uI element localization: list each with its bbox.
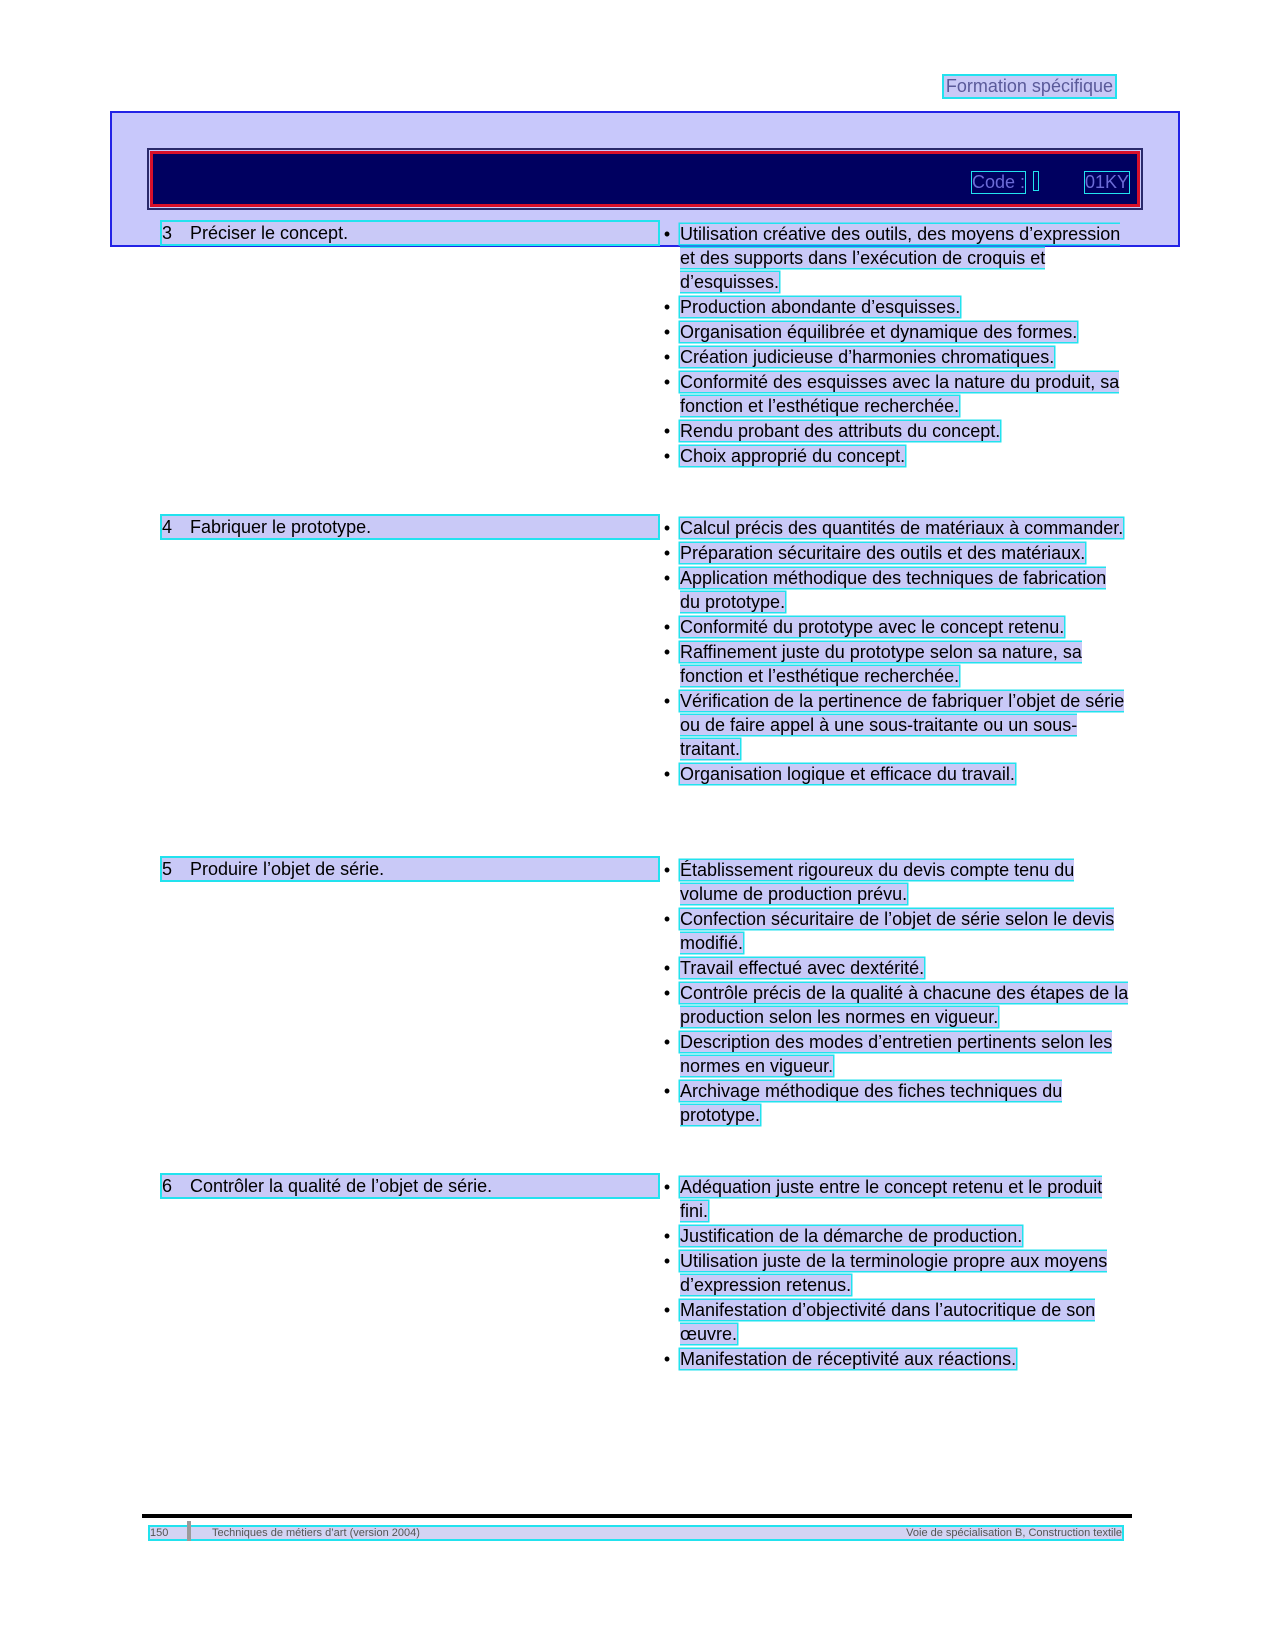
criterion-item: • Travail effectué avec dextérité. [660, 956, 1130, 980]
bullet-icon: • [663, 958, 671, 978]
criterion-item: • Production abondante d’esquisses. [660, 295, 1130, 319]
bullet-icon: • [663, 1349, 671, 1369]
footer-rule [142, 1514, 1132, 1518]
criterion-item: • Confection sécuritaire de l’objet de série selon le devis modifié. [660, 907, 1130, 955]
criterion-item: • Contrôle précis de la qualité à chacune des étapes de la production selon les normes en vigueur. [660, 981, 1130, 1029]
criterion-item: • Choix approprié du concept. [660, 444, 1130, 468]
footer-document-title: Techniques de métiers d’art (version 2004) [212, 1527, 420, 1539]
criterion-item: • Conformité des esquisses avec la nature du produit, sa fonction et l’esthétique recherchée. [660, 370, 1130, 418]
element-label: Produire l’objet de série. [190, 859, 385, 879]
criterion-item: • Création judicieuse d’harmonies chromatiques. [660, 345, 1130, 369]
section-header: Formation spécifique [945, 76, 1113, 96]
criterion-item: • Justification de la démarche de production. [660, 1224, 1130, 1248]
footer-divider [187, 1521, 191, 1541]
bullet-icon: • [663, 297, 671, 317]
bullet-icon: • [663, 642, 671, 662]
criterion-item: • Organisation logique et efficace du travail. [660, 762, 1130, 786]
element-number: 6 [162, 1176, 173, 1196]
criterion-item: • Organisation équilibrée et dynamique des formes. [660, 320, 1130, 344]
bullet-icon: • [663, 1300, 671, 1320]
criteria-list [660, 1175, 1130, 1372]
bullet-icon: • [663, 421, 671, 441]
criteria-list [660, 858, 1130, 1128]
footer-specialization: Voie de spécialisation B, Construction textile [906, 1527, 1122, 1539]
element-label: Contrôler la qualité de l’objet de série. [190, 1176, 493, 1196]
code-label: Code : [971, 172, 1025, 192]
bullet-icon: • [663, 543, 671, 563]
bullet-icon: • [663, 1081, 671, 1101]
criterion-item: • Raffinement juste du prototype selon sa nature, sa fonction et l’esthétique recherchée. [660, 640, 1130, 688]
criterion-item: • Description des modes d’entretien pertinents selon les normes en vigueur. [660, 1030, 1130, 1078]
criterion-item: • Application méthodique des techniques de fabrication du prototype. [660, 566, 1130, 614]
criterion-item: • Vérification de la pertinence de fabriquer l’objet de série ou de faire appel à une sous-traitante ou un sous-traitant. [660, 689, 1130, 761]
bullet-icon: • [663, 909, 671, 929]
bullet-icon: • [663, 1032, 671, 1052]
criterion-item: • Calcul précis des quantités de matériaux à commander. [660, 516, 1130, 540]
criterion-item: • Établissement rigoureux du devis compte tenu du volume de production prévu. [660, 858, 1130, 906]
criterion-item: • Archivage méthodique des fiches techniques du prototype. [660, 1079, 1130, 1127]
bullet-icon: • [663, 224, 671, 244]
element-title [162, 516, 658, 538]
criteria-list [660, 222, 1130, 469]
bullet-icon: • [663, 322, 671, 342]
bullet-icon: • [663, 764, 671, 784]
bullet-icon: • [663, 446, 671, 466]
code-value: 01KY [1084, 172, 1129, 192]
bullet-icon: • [663, 983, 671, 1003]
criterion-item: • Utilisation juste de la terminologie propre aux moyens d’expression retenus. [660, 1249, 1130, 1297]
bullet-icon: • [663, 347, 671, 367]
criterion-item: • Rendu probant des attributs du concept. [660, 419, 1130, 443]
bullet-icon: • [663, 691, 671, 711]
page-footer [150, 1527, 1122, 1539]
element-label: Préciser le concept. [190, 223, 349, 243]
criterion-item: • Manifestation de réceptivité aux réactions. [660, 1347, 1130, 1371]
code-separator [1034, 172, 1038, 190]
element-number: 3 [162, 223, 173, 243]
bullet-icon: • [663, 1177, 671, 1197]
criterion-item: • Utilisation créative des outils, des moyens d’expression et des supports dans l’exécution de croquis et d’esquisses. [660, 222, 1130, 294]
criteria-list [660, 516, 1130, 787]
element-label: Fabriquer le prototype. [190, 517, 372, 537]
bullet-icon: • [663, 372, 671, 392]
criterion-item: • Adéquation juste entre le concept retenu et le produit fini. [660, 1175, 1130, 1223]
criterion-item: • Conformité du prototype avec le concept retenu. [660, 615, 1130, 639]
bullet-icon: • [663, 617, 671, 637]
bullet-icon: • [663, 1226, 671, 1246]
criterion-item: • Manifestation d’objectivité dans l’autocritique de son œuvre. [660, 1298, 1130, 1346]
bullet-icon: • [663, 518, 671, 538]
page-number: 150 [150, 1527, 169, 1539]
element-number: 4 [162, 517, 173, 537]
criterion-item: • Préparation sécuritaire des outils et des matériaux. [660, 541, 1130, 565]
element-title [162, 1175, 658, 1197]
element-title [162, 858, 658, 880]
element-title [162, 222, 658, 244]
bullet-icon: • [663, 1251, 671, 1271]
bullet-icon: • [663, 568, 671, 588]
competency-code-box [150, 151, 1140, 207]
element-number: 5 [162, 859, 173, 879]
bullet-icon: • [663, 860, 671, 880]
